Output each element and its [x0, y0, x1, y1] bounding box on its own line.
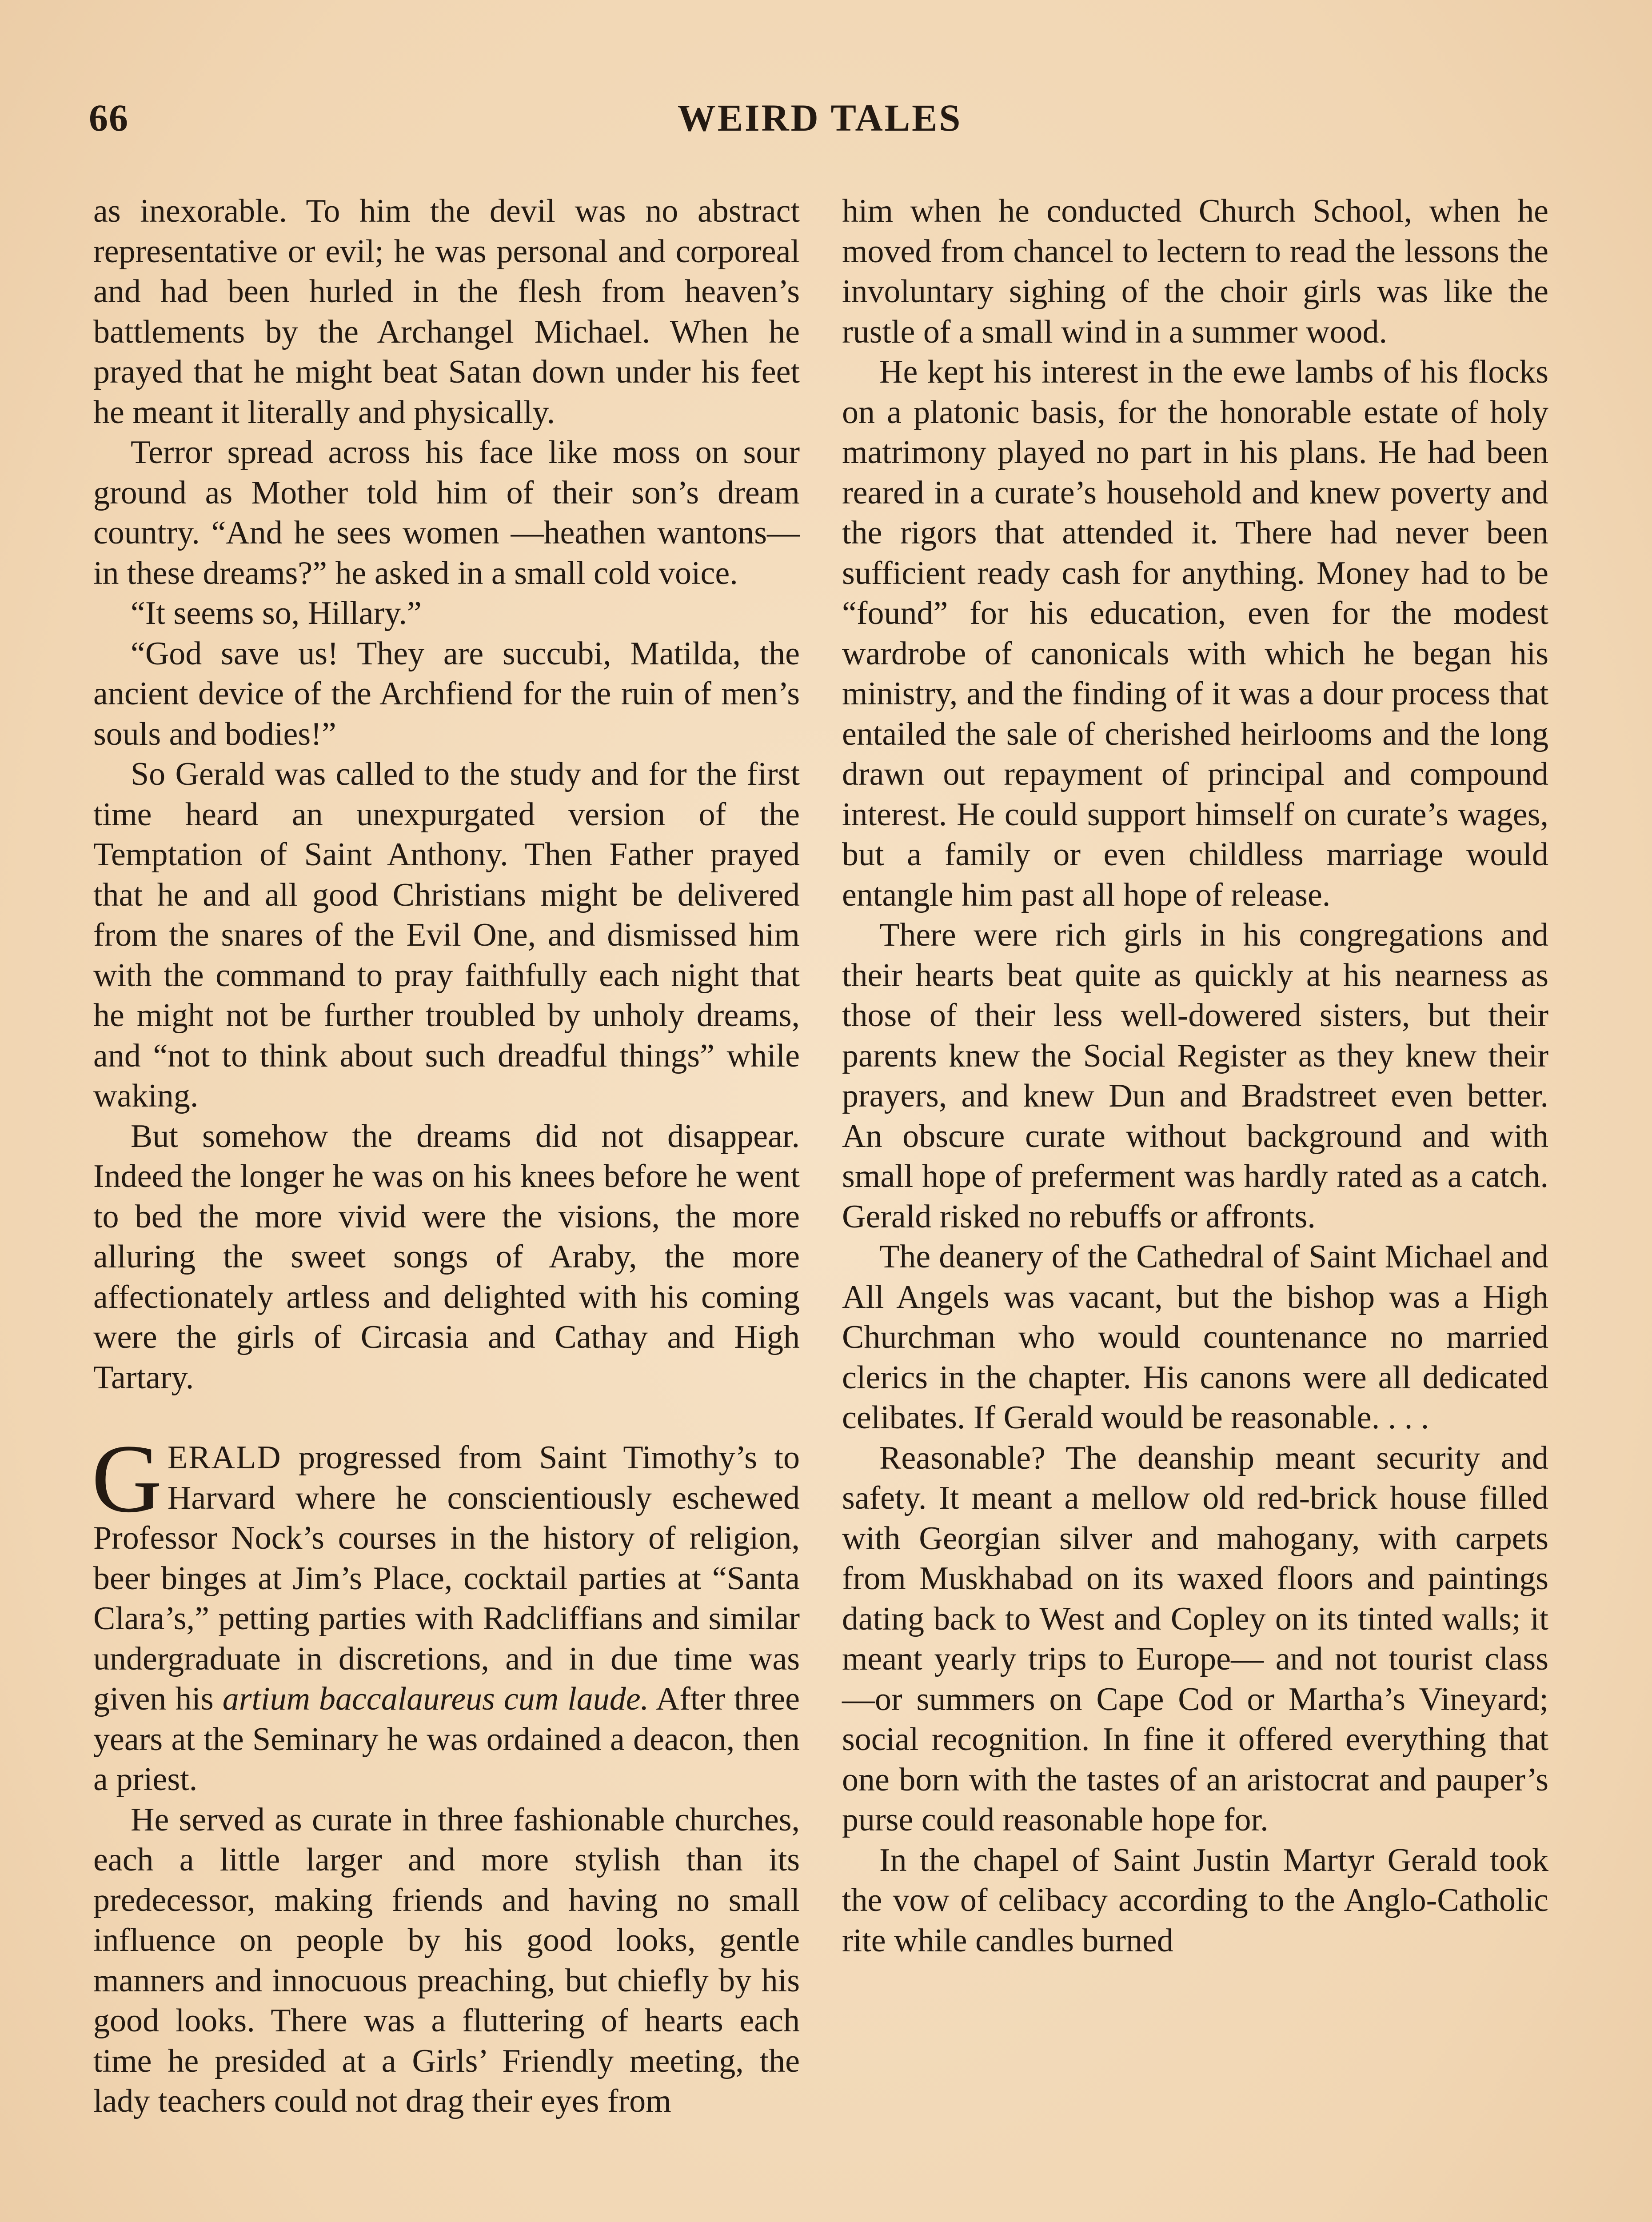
- drop-cap: G: [92, 1424, 162, 1533]
- left-column: [93, 191, 800, 2122]
- running-head: WEIRD TALES: [677, 96, 962, 139]
- section-opening-paragraph: [92, 1424, 800, 1800]
- paragraph-text: progressed from Saint Timothy’s to Harvard where he conscientiously eschewed Professor Nock’s courses in the history of religion, beer binges at Jim’s Place, cocktail parties at “Santa Clara’s,” petting parties with Radcliffians and similar undergraduate in discretions, and in due time was given his: [93, 1439, 800, 1717]
- paragraph: “It seems so, Hillary.”: [131, 595, 422, 631]
- paragraph: In the chapel of Saint Justin Martyr Gerald took the vow of celibacy according to the Anglo-Catholic rite while candles burned: [842, 1842, 1548, 1959]
- paragraph: The deanery of the Cathedral of Saint Michael and All Angels was vacant, but the bishop was a High Churchman who would countenance no married clerics in the chapter. His canons were all dedicated celibates. If Gerald would be reasonable. . . .: [842, 1239, 1548, 1436]
- page-header: [89, 96, 1551, 162]
- right-column: [842, 191, 1548, 1961]
- paragraph-text: After three years at the Seminary he was ordained a deacon, then a priest.: [93, 1681, 800, 1798]
- paragraph: him when he conducted Church School, when he moved from chancel to lectern to read the lessons the involuntary sighing of the choir girls was like the rustle of a small wind in a summer wood.: [842, 193, 1548, 350]
- small-caps-lead: ERALD: [167, 1439, 282, 1476]
- section-break: [93, 1398, 800, 1438]
- paragraph: as inexorable. To him the devil was no abstract representative or evil; he was personal and corporeal and had been hurled in the flesh from heaven’s battlements by the Archangel Michael. When he prayed that he might beat Satan down under his feet he meant it literally and physically.: [93, 193, 800, 431]
- paragraph: But somehow the dreams did not disappear. Indeed the longer he was on his knees before he went to bed the more vivid were the visions, the more alluring the sweet songs of Araby, the more affectionately artless and delighted with his coming were the girls of Circasia and Cathay and High Tartary.: [93, 1118, 800, 1396]
- paragraph: Reasonable? The deanship meant security and safety. It meant a mellow old red-brick house filled with Georgian silver and mahogany, with carpets from Muskhabad on its waxed floors and paintings dating back to West and Copley on its tinted walls; it meant yearly trips to Europe— and not tourist class—or summers on Cape Cod or Martha’s Vineyard; social recognition. In fine it offered everything that one born with the tastes of an aristocrat and pauper’s purse could reasonable hope for.: [842, 1439, 1548, 1838]
- paragraph: Terror spread across his face like moss on sour ground as Mother told him of their son’s dream country. “And he sees women —heathen wantons—in these dreams?” he asked in a small cold voice.: [93, 434, 800, 591]
- paragraph: He kept his interest in the ewe lambs of his flocks on a platonic basis, for the honorable estate of holy matrimony played no part in his plans. He had been reared in a curate’s household and knew poverty and the rigors that attended it. There had never been sufficient ready cash for anything. Money had to be “found” for his education, even for the modest wardrobe of canonicals with which he began his ministry, and the finding of it was a dour process that entailed the sale of cherished heirlooms and the long drawn out repayment of principal and compound interest. He could support himself on curate’s wages, but a family or even childless marriage would entangle him past all hope of release.: [842, 354, 1548, 913]
- paragraph: There were rich girls in his congregations and their hearts beat quite as quickly at his nearness as those of their less well-dowered sisters, but their parents knew the Social Register as they knew their prayers, and knew Dun and Bradstreet even better. An obscure curate without background and with small hope of preferment was hardly rated as a catch. Gerald risked no rebuffs or affronts.: [842, 917, 1548, 1235]
- paragraph: “God save us! They are succubi, Matilda, the ancient device of the Archfiend for the ruin of men’s souls and bodies!”: [93, 635, 800, 752]
- italic-phrase: artium baccalaureus cum laude.: [222, 1681, 649, 1717]
- paragraph: He served as curate in three fashionable churches, each a little larger and more stylish than its predecessor, making friends and having no small influence on people by his good looks, gentle manners and innocuous preaching, but chiefly by his good looks. There was a fluttering of hearts each time he presided at a Girls’ Friendly meeting, the lady teachers could not drag their eyes from: [93, 1801, 800, 2119]
- page-number: 66: [89, 96, 129, 139]
- paragraph: So Gerald was called to the study and for the first time heard an unexpurgated version of the Temptation of Saint Anthony. Then Father prayed that he and all good Christians might be delivered from the snares of the Evil One, and dismissed him with the command to pray faithfully each night that he might not be further troubled by unholy dreams, and “not to think about such dreadful things” while waking.: [93, 756, 800, 1114]
